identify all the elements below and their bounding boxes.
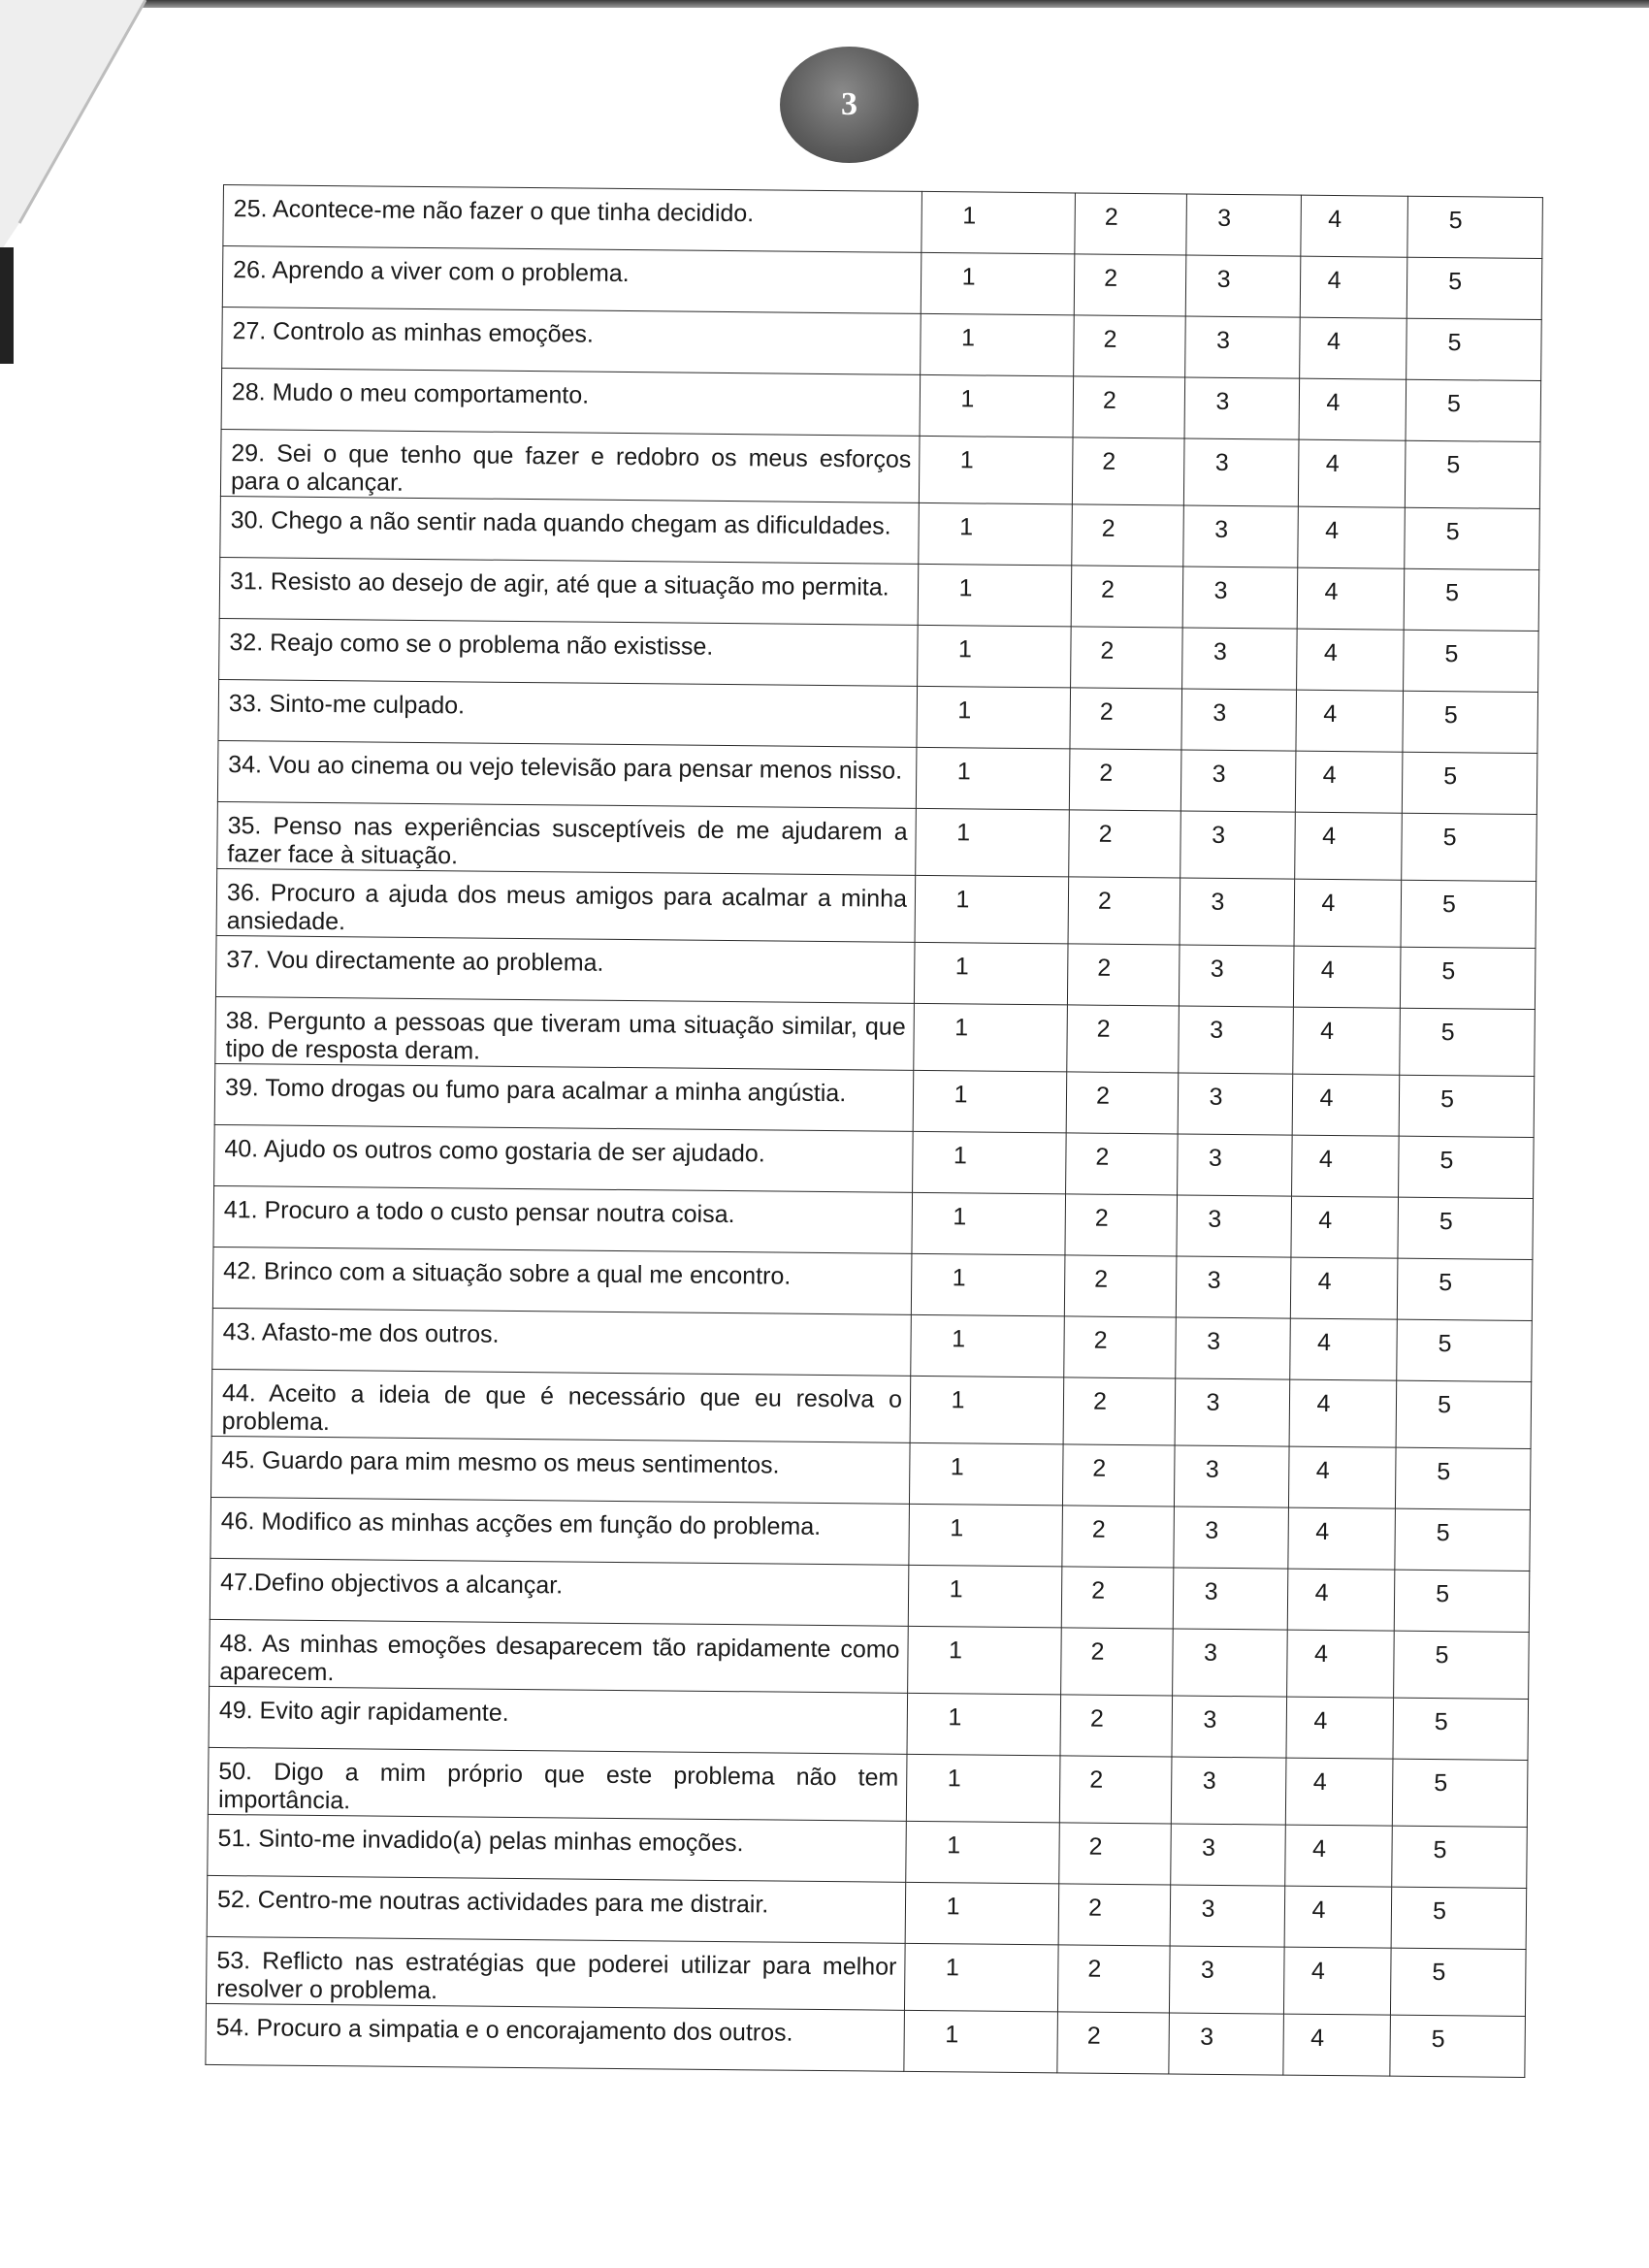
question-text: 47.Defino objectivos a alcançar.: [210, 1558, 909, 1626]
scale-option-5[interactable]: 5: [1402, 813, 1537, 881]
scan-edge-mark: [0, 247, 14, 364]
question-text: 48. As minhas emoções desaparecem tão rapidamente como aparecem.: [210, 1619, 909, 1693]
scale-option-3[interactable]: 3: [1169, 1946, 1284, 2014]
scale-option-1[interactable]: 1: [919, 436, 1073, 504]
scale-option-4[interactable]: 4: [1283, 2014, 1391, 2076]
scale-option-3[interactable]: 3: [1172, 1696, 1287, 1758]
scale-option-2[interactable]: 2: [1061, 1567, 1174, 1629]
scale-option-1[interactable]: 1: [921, 313, 1075, 376]
scale-option-3[interactable]: 3: [1184, 377, 1300, 439]
scale-option-2[interactable]: 2: [1060, 1695, 1173, 1757]
question-text: 36. Procuro a ajuda dos meus amigos para acalmar a minha ansiedade.: [216, 868, 916, 942]
scale-option-4[interactable]: 4: [1286, 1697, 1394, 1759]
scale-option-5[interactable]: 5: [1407, 196, 1543, 258]
scale-option-2[interactable]: 2: [1072, 504, 1184, 567]
scale-option-3[interactable]: 3: [1174, 1507, 1289, 1569]
scale-option-5[interactable]: 5: [1398, 1197, 1534, 1259]
scale-option-2[interactable]: 2: [1062, 1444, 1175, 1507]
scale-option-4[interactable]: 4: [1285, 1758, 1393, 1826]
scale-option-4[interactable]: 4: [1295, 812, 1403, 880]
scale-option-3[interactable]: 3: [1173, 1629, 1288, 1697]
scale-option-1[interactable]: 1: [913, 1131, 1067, 1194]
scale-option-1[interactable]: 1: [917, 686, 1071, 749]
scale-option-4[interactable]: 4: [1292, 1074, 1400, 1136]
question-text: 30. Chego a não sentir nada quando chegam as dificuldades.: [220, 496, 920, 564]
scale-option-5[interactable]: 5: [1395, 1508, 1531, 1571]
scale-option-2[interactable]: 2: [1064, 1316, 1177, 1378]
question-text: 28. Mudo o meu comportamento.: [221, 368, 921, 436]
question-text: 32. Reajo como se o problema não existisse.: [219, 618, 919, 686]
question-text: 45. Guardo para mim mesmo os meus sentimentos.: [211, 1436, 911, 1504]
scale-option-1[interactable]: 1: [907, 1693, 1061, 1756]
scale-option-3[interactable]: 3: [1177, 1195, 1292, 1257]
scale-option-2[interactable]: 2: [1058, 1884, 1171, 1946]
scale-option-2[interactable]: 2: [1057, 2012, 1170, 2074]
scale-option-1[interactable]: 1: [922, 191, 1076, 254]
scale-option-5[interactable]: 5: [1403, 691, 1538, 753]
scale-option-4[interactable]: 4: [1283, 1947, 1391, 2015]
scale-option-4[interactable]: 4: [1288, 1507, 1396, 1570]
scale-option-5[interactable]: 5: [1392, 1826, 1528, 1888]
scale-option-2[interactable]: 2: [1070, 688, 1182, 750]
scale-option-1[interactable]: 1: [921, 252, 1075, 315]
scale-option-3[interactable]: 3: [1170, 1885, 1285, 1947]
scale-option-4[interactable]: 4: [1290, 1318, 1398, 1380]
scale-option-4[interactable]: 4: [1290, 1257, 1398, 1319]
scale-option-4[interactable]: 4: [1289, 1379, 1397, 1447]
scale-option-3[interactable]: 3: [1178, 1073, 1293, 1135]
scale-option-1[interactable]: 1: [914, 942, 1068, 1005]
scale-option-2[interactable]: 2: [1067, 944, 1180, 1006]
scale-option-2[interactable]: 2: [1057, 1945, 1170, 2013]
scale-option-4[interactable]: 4: [1297, 629, 1405, 691]
table-row: [216, 868, 1536, 948]
scale-option-3[interactable]: 3: [1171, 1757, 1286, 1825]
scale-option-2[interactable]: 2: [1061, 1628, 1174, 1696]
scale-option-5[interactable]: 5: [1393, 1698, 1529, 1760]
scale-option-1[interactable]: 1: [904, 1943, 1058, 2012]
scale-option-2[interactable]: 2: [1074, 254, 1186, 316]
question-text: 26. Aprendo a viver com o problema.: [222, 246, 922, 314]
page-number-badge: [780, 47, 919, 163]
question-text: 52. Centro-me noutras actividades para me distrair.: [207, 1875, 906, 1943]
question-text: 40. Ajudo os outros como gostaria de ser ajudado.: [214, 1124, 914, 1192]
scale-option-2[interactable]: 2: [1069, 810, 1181, 878]
scale-option-1[interactable]: 1: [915, 875, 1069, 944]
scale-option-5[interactable]: 5: [1400, 1008, 1536, 1076]
scale-option-3[interactable]: 3: [1185, 255, 1301, 317]
scale-option-1[interactable]: 1: [911, 1253, 1065, 1316]
page-number: 3: [841, 86, 857, 122]
scale-option-3[interactable]: 3: [1179, 1006, 1294, 1074]
scale-option-4[interactable]: 4: [1293, 946, 1401, 1008]
scale-option-1[interactable]: 1: [913, 1070, 1067, 1133]
scale-option-5[interactable]: 5: [1395, 1447, 1531, 1509]
scale-option-5[interactable]: 5: [1406, 379, 1541, 441]
question-text: 44. Aceito a ideia de que é necessário que eu resolva o problema.: [211, 1369, 911, 1442]
scale-option-1[interactable]: 1: [919, 502, 1073, 566]
scale-option-4[interactable]: 4: [1301, 195, 1408, 257]
table-row: [206, 1936, 1526, 2016]
scale-option-1[interactable]: 1: [905, 1882, 1059, 1945]
scale-option-3[interactable]: 3: [1180, 750, 1296, 812]
scan-top-edge: [0, 0, 1649, 8]
scale-option-1[interactable]: 1: [906, 1754, 1060, 1823]
scale-option-2[interactable]: 2: [1071, 627, 1183, 689]
scale-option-1[interactable]: 1: [910, 1376, 1064, 1444]
scale-option-3[interactable]: 3: [1175, 1378, 1290, 1446]
scale-option-4[interactable]: 4: [1284, 1886, 1392, 1948]
question-text: 34. Vou ao cinema ou vejo televisão para pensar menos nisso.: [217, 740, 917, 808]
scale-option-3[interactable]: 3: [1185, 316, 1301, 378]
scale-option-2[interactable]: 2: [1066, 1072, 1179, 1134]
scale-option-2[interactable]: 2: [1071, 566, 1183, 628]
scale-option-5[interactable]: 5: [1400, 947, 1536, 1009]
question-text: 39. Tomo drogas ou fumo para acalmar a minha angústia.: [214, 1063, 914, 1131]
scale-option-5[interactable]: 5: [1394, 1631, 1530, 1699]
question-text: 25. Acontece-me não fazer o que tinha decidido.: [223, 185, 922, 253]
scale-option-4[interactable]: 4: [1299, 378, 1406, 440]
question-text: 27. Controlo as minhas emoções.: [222, 307, 922, 374]
question-text: 33. Sinto-me culpado.: [218, 679, 918, 747]
scale-option-5[interactable]: 5: [1397, 1319, 1533, 1381]
scale-option-3[interactable]: 3: [1173, 1568, 1288, 1630]
scale-option-2[interactable]: 2: [1066, 1133, 1179, 1195]
scale-option-3[interactable]: 3: [1183, 505, 1299, 567]
table-row: [208, 1747, 1528, 1827]
scale-option-3[interactable]: 3: [1180, 811, 1296, 879]
scale-option-2[interactable]: 2: [1059, 1756, 1172, 1824]
table-row: [215, 996, 1536, 1076]
scale-option-2[interactable]: 2: [1072, 437, 1184, 505]
scale-option-4[interactable]: 4: [1295, 751, 1403, 813]
scale-option-4[interactable]: 4: [1298, 439, 1406, 507]
scale-option-5[interactable]: 5: [1391, 1887, 1527, 1949]
scale-option-5[interactable]: 5: [1399, 1075, 1535, 1137]
question-text: 38. Pergunto a pessoas que tiveram uma situação similar, que tipo de resposta deram.: [215, 996, 915, 1070]
scale-option-4[interactable]: 4: [1294, 879, 1402, 947]
scale-option-2[interactable]: 2: [1063, 1377, 1176, 1445]
scale-option-5[interactable]: 5: [1390, 2015, 1526, 2077]
scale-option-5[interactable]: 5: [1405, 440, 1540, 508]
scale-option-2[interactable]: 2: [1059, 1823, 1172, 1885]
scale-option-1[interactable]: 1: [909, 1442, 1063, 1506]
scale-option-3[interactable]: 3: [1174, 1445, 1289, 1507]
scale-option-3[interactable]: 3: [1179, 945, 1294, 1007]
scale-option-1[interactable]: 1: [916, 808, 1070, 877]
scale-option-5[interactable]: 5: [1397, 1258, 1533, 1320]
scale-option-4[interactable]: 4: [1287, 1569, 1395, 1631]
scale-option-3[interactable]: 3: [1181, 689, 1297, 751]
scale-option-5[interactable]: 5: [1399, 1136, 1535, 1198]
scale-option-1[interactable]: 1: [918, 564, 1072, 627]
table-row: [206, 2003, 1526, 2077]
question-text: 54. Procuro a simpatia e o encorajamento dos outros.: [206, 2003, 905, 2071]
scale-option-1[interactable]: 1: [908, 1626, 1062, 1695]
scale-option-2[interactable]: 2: [1074, 315, 1186, 377]
scale-option-4[interactable]: 4: [1285, 1825, 1393, 1887]
question-text: 46. Modifico as minhas acções em função do problema.: [210, 1497, 910, 1565]
scale-option-2[interactable]: 2: [1075, 193, 1187, 255]
question-text: 50. Digo a mim próprio que este problema não tem importância.: [208, 1747, 907, 1821]
scale-option-5[interactable]: 5: [1394, 1570, 1530, 1632]
table-row: [210, 1619, 1530, 1699]
scale-option-1[interactable]: 1: [909, 1504, 1063, 1567]
scale-option-2[interactable]: 2: [1064, 1255, 1177, 1317]
scale-option-1[interactable]: 1: [918, 625, 1072, 688]
scale-option-2[interactable]: 2: [1068, 877, 1180, 945]
scale-option-5[interactable]: 5: [1404, 630, 1539, 692]
question-text: 37. Vou directamente ao problema.: [215, 935, 915, 1003]
scale-option-1[interactable]: 1: [908, 1565, 1062, 1628]
scale-option-4[interactable]: 4: [1297, 567, 1405, 630]
scale-option-3[interactable]: 3: [1171, 1824, 1286, 1886]
scale-option-3[interactable]: 3: [1180, 878, 1295, 946]
scale-option-1[interactable]: 1: [912, 1192, 1066, 1255]
scale-option-5[interactable]: 5: [1405, 507, 1540, 569]
scale-option-5[interactable]: 5: [1396, 1380, 1532, 1448]
scale-option-3[interactable]: 3: [1176, 1317, 1291, 1379]
question-text: 42. Brinco com a situação sobre a qual me encontro.: [212, 1247, 912, 1314]
scale-option-5[interactable]: 5: [1392, 1759, 1528, 1827]
scale-option-4[interactable]: 4: [1288, 1446, 1396, 1508]
scale-option-4[interactable]: 4: [1298, 506, 1406, 568]
scale-option-4[interactable]: 4: [1300, 256, 1407, 318]
scale-option-1[interactable]: 1: [916, 747, 1070, 810]
scale-option-3[interactable]: 3: [1169, 2013, 1284, 2075]
table-row: [217, 801, 1537, 881]
question-text: 31. Resisto ao desejo de agir, até que a situação mo permita.: [219, 557, 919, 625]
scale-option-3[interactable]: 3: [1182, 567, 1298, 629]
question-text: 43. Afasto-me dos outros.: [212, 1308, 912, 1376]
scale-option-3[interactable]: 3: [1182, 628, 1298, 690]
scale-option-5[interactable]: 5: [1404, 568, 1539, 631]
scale-option-3[interactable]: 3: [1176, 1256, 1291, 1318]
scale-option-3[interactable]: 3: [1178, 1134, 1293, 1196]
scale-option-5[interactable]: 5: [1401, 880, 1536, 948]
scale-option-4[interactable]: 4: [1296, 690, 1404, 752]
question-text: 41. Procuro a todo o custo pensar noutra coisa.: [213, 1185, 913, 1253]
folded-corner-shadow: [0, 0, 223, 320]
scale-option-2[interactable]: 2: [1065, 1194, 1178, 1256]
scale-option-5[interactable]: 5: [1406, 257, 1542, 319]
scale-option-1[interactable]: 1: [904, 2010, 1058, 2073]
table-row: [211, 1369, 1532, 1448]
questionnaire-table: [205, 184, 1543, 2078]
scale-option-5[interactable]: 5: [1390, 1948, 1526, 2016]
scale-option-1[interactable]: 1: [920, 374, 1074, 437]
question-text: 29. Sei o que tenho que fazer e redobro os meus esforços para o alcançar.: [220, 429, 920, 502]
scale-option-3[interactable]: 3: [1186, 194, 1302, 256]
scale-option-2[interactable]: 2: [1067, 1005, 1180, 1073]
question-text: 35. Penso nas experiências susceptíveis de me ajudarem a fazer face à situação.: [217, 801, 917, 875]
scale-option-1[interactable]: 1: [914, 1003, 1068, 1072]
scale-option-2[interactable]: 2: [1062, 1506, 1175, 1568]
scale-option-4[interactable]: 4: [1291, 1196, 1399, 1258]
scale-option-1[interactable]: 1: [906, 1821, 1060, 1884]
scale-option-4[interactable]: 4: [1300, 317, 1407, 379]
scale-option-4[interactable]: 4: [1287, 1630, 1395, 1698]
scale-option-4[interactable]: 4: [1292, 1135, 1400, 1197]
question-text: 53. Reflicto nas estratégias que poderei utilizar para melhor resolver o problema.: [206, 1936, 905, 2010]
scale-option-5[interactable]: 5: [1402, 752, 1537, 814]
scale-option-1[interactable]: 1: [911, 1314, 1065, 1377]
question-text: 49. Evito agir rapidamente.: [209, 1686, 908, 1754]
scale-option-4[interactable]: 4: [1293, 1007, 1401, 1075]
scale-option-2[interactable]: 2: [1069, 749, 1181, 811]
scale-option-5[interactable]: 5: [1406, 318, 1542, 380]
question-text: 51. Sinto-me invadido(a) pelas minhas emoções.: [208, 1814, 907, 1882]
table-row: [220, 429, 1540, 508]
scale-option-2[interactable]: 2: [1073, 376, 1185, 438]
scale-option-3[interactable]: 3: [1183, 438, 1299, 506]
